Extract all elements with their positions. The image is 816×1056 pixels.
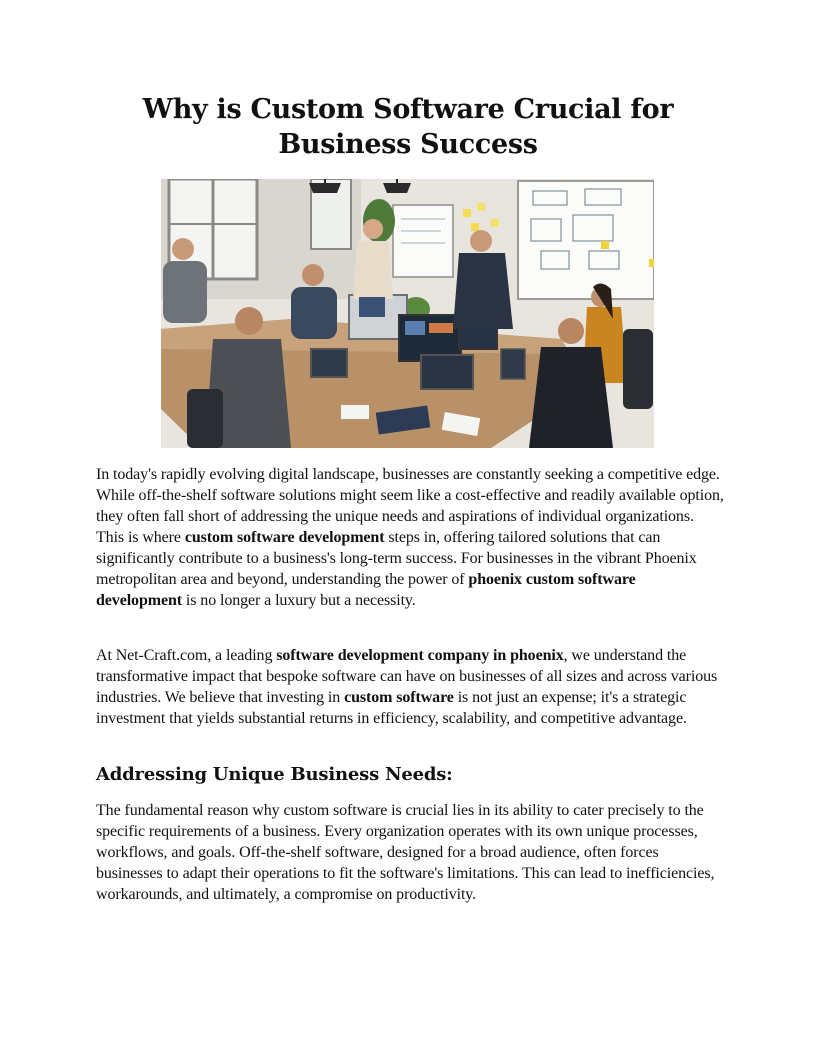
intro-text-2: steps in, offering tailored solutions that can significantly contribute to a business's long-term success. For businesses in the vibrant Phoenix metropolitan area and beyond, understanding the power of — [96, 529, 697, 588]
intro-paragraph — [96, 464, 724, 611]
keyword-phoenix-custom-software-development: phoenix custom software development — [96, 571, 636, 609]
keyword-custom-software: custom software — [344, 689, 454, 706]
company-text-1: At Net-Craft.com, a leading — [96, 647, 277, 664]
section-heading: Addressing Unique Business Needs: — [96, 764, 453, 785]
intro-text-1: In today's rapidly evolving digital landscape, businesses are constantly seeking a competitive edge. While off-the-shelf software solutions might seem like a cost-effective and readily available option, they often fall short of addressing the unique needs and aspirations of individual organizations. This is where — [96, 466, 724, 546]
office-team-illustration — [161, 179, 654, 448]
hero-image — [161, 179, 654, 448]
company-text-3: is not just an expense; it's a strategic investment that yields substantial returns in efficiency, scalability, and competitive advantage. — [96, 689, 687, 727]
intro-text-3: is no longer a luxury but a necessity. — [182, 592, 416, 609]
keyword-custom-software-development: custom software development — [184, 529, 385, 546]
company-text-2: , we understand the transformative impact that bespoke software can have on businesses of all sizes and across various industries. We believe that investing in — [96, 647, 718, 706]
needs-paragraph: The fundamental reason why custom software is crucial lies in its ability to cater precisely to the specific requirements of a business. Every organization operates with its own unique processes, workflows, and goals. Off-the-shelf software, designed for a broad audience, often forces businesses to adapt their operations to fit the software's limitations. This can lead to inefficiencies, workarounds, and ultimately, a compromise on productivity. — [96, 802, 715, 903]
keyword-software-development-company: software development company in phoenix — [276, 647, 564, 664]
page-title: Why is Custom Software Crucial for Business Success — [142, 94, 674, 160]
company-paragraph — [96, 645, 724, 729]
